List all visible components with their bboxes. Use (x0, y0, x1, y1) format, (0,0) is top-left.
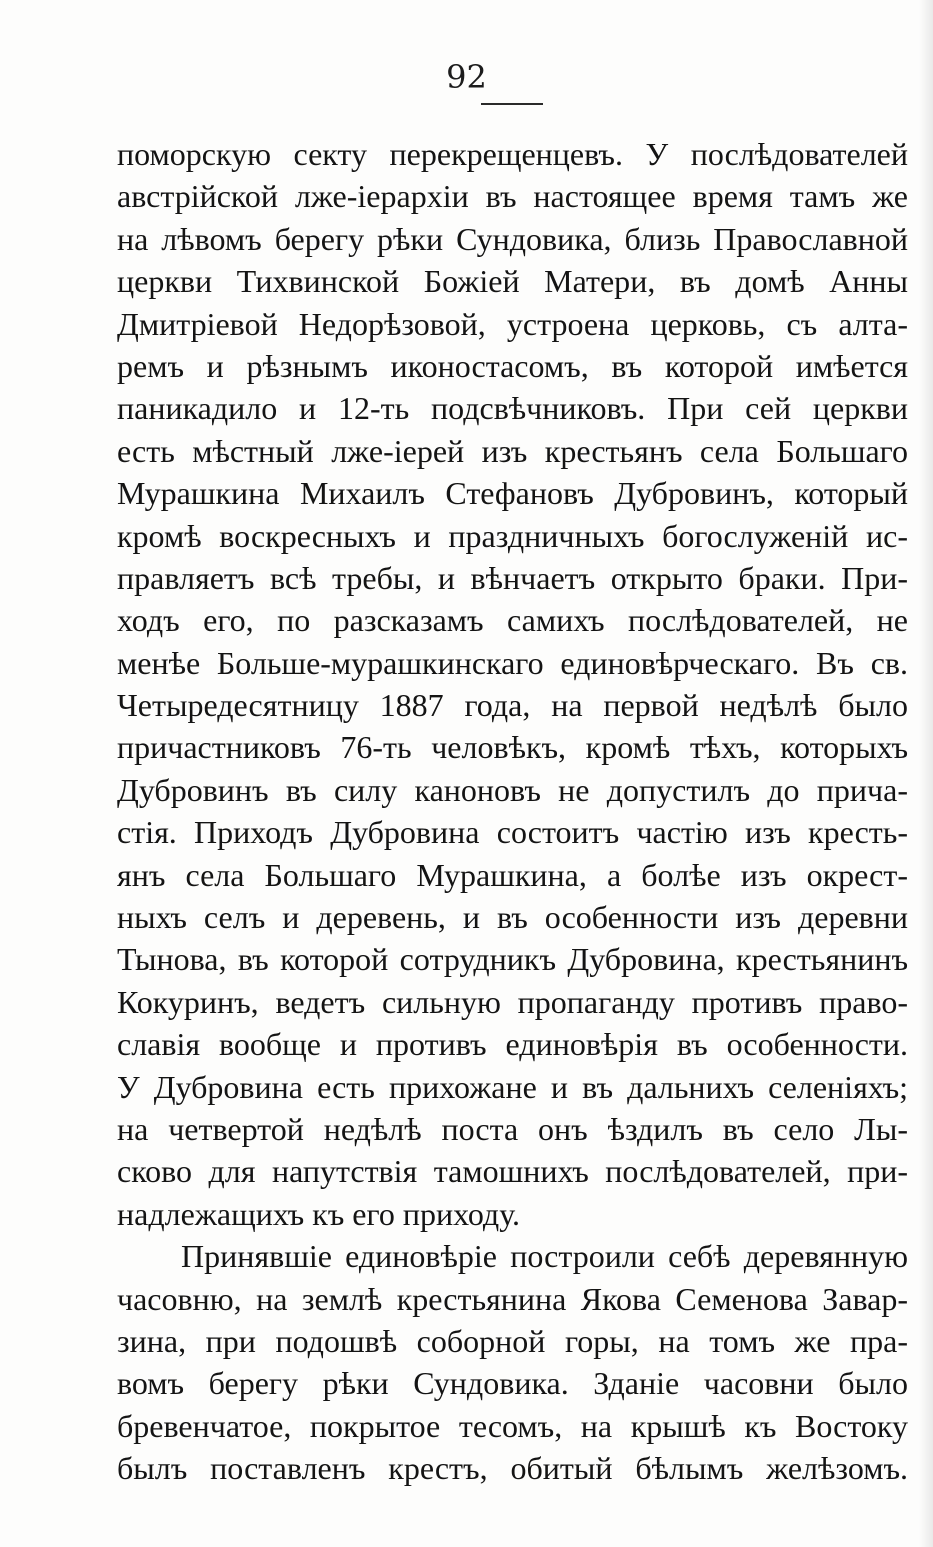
text-line: на лѣвомъ берегу рѣки Сундовика, близь Православной (117, 220, 908, 257)
text-line: ходъ его, по разсказамъ самихъ послѣдователей, не (117, 602, 908, 639)
text-line: ныхъ селъ и деревень, и въ особенности изъ деревни (117, 899, 908, 936)
text-line: есть мѣстный лже-іерей изъ крестьянъ села Большаго (117, 432, 908, 469)
text-line: австрійской лже-іерархіи въ настоящее время тамъ же (117, 178, 908, 215)
text-line: менѣе Больше-мурашкинскаго единовѣрческаго. Въ св. (117, 644, 908, 681)
text-line: сково для напутствія тамошнихъ послѣдователей, при- (117, 1153, 908, 1190)
text-line: надлежащихъ къ его приходу. (117, 1195, 520, 1232)
text-line: вомъ берегу рѣки Сундовика. Зданіе часовни было (117, 1365, 908, 1402)
text-line: церкви Тихвинской Божіей Матери, въ домѣ Анны (117, 263, 908, 300)
text-line: на четвертой недѣлѣ поста онъ ѣздилъ въ село Лы- (117, 1110, 908, 1147)
text-line: славія вообще и противъ единовѣрія въ особенности. (117, 1026, 908, 1063)
page-edge-shadow (919, 0, 933, 1547)
text-line: часовню, на землѣ крестьянина Якова Семенова Завар- (117, 1280, 908, 1317)
text-line: паникадило и 12-ть подсвѣчниковъ. При сей церкви (117, 390, 908, 427)
text-line: У Дубровина есть прихожане и въ дальнихъ селеніяхъ; (117, 1068, 908, 1105)
text-line: ремъ и рѣзнымъ иконостасомъ, въ которой имѣется (117, 347, 908, 384)
text-line: Мурашкина Михаилъ Стефановъ Дубровинъ, который (117, 475, 908, 512)
page-number-underline (481, 103, 543, 105)
text-line: зина, при подошвѣ соборной горы, на томъ же пра- (117, 1322, 908, 1359)
text-line: стія. Приходъ Дубровина состоитъ частію изъ кресть- (117, 814, 908, 851)
text-line: правляетъ всѣ требы, и вѣнчаетъ открыто браки. При- (117, 559, 908, 596)
text-line: былъ поставленъ крестъ, обитый бѣлымъ желѣзомъ. (117, 1450, 908, 1487)
text-line: поморскую секту перекрещенцевъ. У послѣдователей (117, 136, 908, 172)
text-line: Кокуринъ, ведетъ сильную пропаганду противъ право- (117, 983, 908, 1020)
body-text (117, 133, 908, 1490)
text-line: кромѣ воскресныхъ и праздничныхъ богослуженій ис- (117, 517, 908, 554)
text-line: Дмитріевой Недорѣзовой, устроена церковь, съ алта- (117, 305, 908, 342)
text-line: Дубровинъ въ силу каноновъ не допустилъ до прича- (117, 771, 908, 808)
text-line: янъ села Большаго Мурашкина, а болѣе изъ окрест- (117, 856, 908, 893)
text-line: Тынова, въ которой сотрудникъ Дубровина, крестьянинъ (117, 941, 908, 978)
text-line: причастниковъ 76-ть человѣкъ, кромѣ тѣхъ, которыхъ (117, 729, 908, 766)
text-line: Четыредесятницу 1887 года, на первой недѣлѣ было (117, 687, 908, 724)
page-number: 92 (446, 58, 487, 96)
text-line: бревенчатое, покрытое тесомъ, на крышѣ къ Востоку (117, 1407, 908, 1444)
text-line: Принявшіе единовѣріе построили себѣ деревянную (181, 1238, 908, 1275)
